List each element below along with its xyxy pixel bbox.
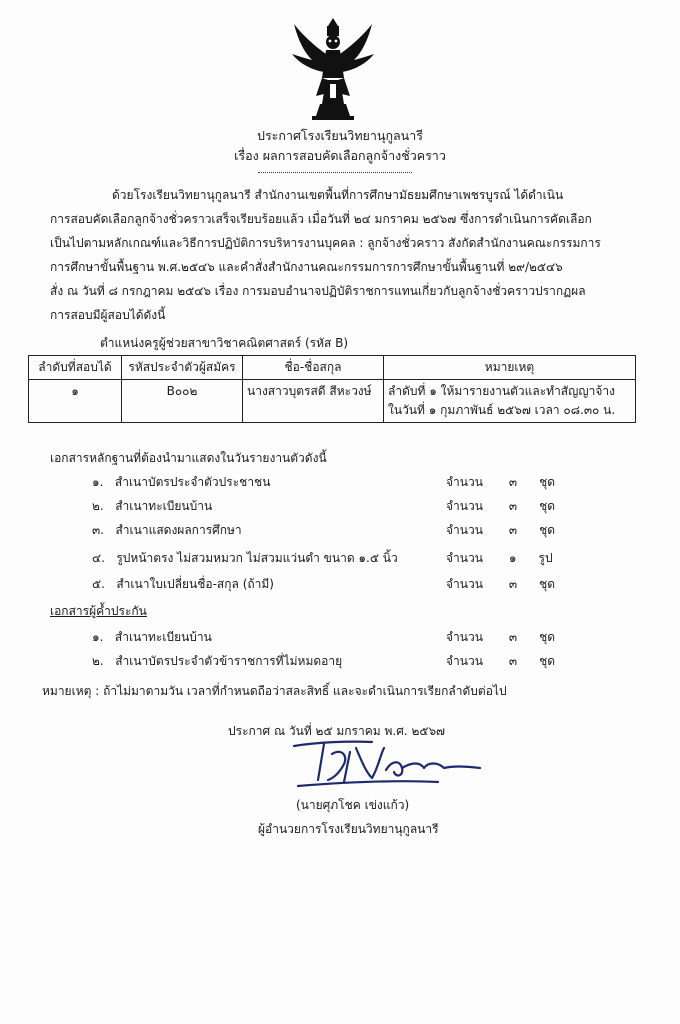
qty-value: ๓: [508, 654, 518, 668]
signer-title: ผู้อำนวยการโรงเรียนวิทยานุกูลนารี: [258, 822, 439, 836]
item-number: ๒.: [92, 654, 104, 668]
list-item: [92, 521, 242, 540]
qty-label: จำนวน: [446, 523, 483, 537]
table-header-row: [29, 356, 636, 380]
qty-value: ๓: [508, 630, 518, 644]
qty-unit: ชุด: [539, 577, 556, 591]
item-label: สำเนาบัตรประจำตัวข้าราชการที่ไม่หมดอายุ: [115, 654, 343, 668]
results-table: [28, 355, 636, 423]
qty-value: ๓: [508, 523, 518, 537]
qty-value: ๓: [508, 475, 518, 489]
item-quantity: [446, 652, 555, 671]
list-item: [92, 652, 342, 671]
cell-rank: ๑: [29, 380, 122, 423]
cell-applicant-code: B๐๐๒: [122, 380, 243, 423]
item-label: รูปหน้าตรง ไม่สวมหมวก ไม่สวมแว่นดำ ขนาด ๑.๕ นิ้ว: [116, 551, 398, 565]
announce-date: ประกาศ ณ วันที่ ๒๕ มกราคม พ.ศ. ๒๕๖๗: [228, 724, 446, 738]
body-line-1: ด้วยโรงเรียนวิทยานุกูลนารี สำนักงานเขตพื้นที่การศึกษามัธยมศึกษาเพชรบูรณ์ ได้ดำเนิน: [112, 188, 564, 202]
qty-unit: ชุด: [539, 475, 556, 489]
header-full-name: ชื่อ-ชื่อสกุล: [243, 356, 384, 380]
qty-label: จำนวน: [446, 654, 483, 668]
body-line-5: สั่ง ณ วันที่ ๘ กรกฎาคม ๒๕๔๖ เรื่อง การมอบอำนาจปฏิบัติราชการแทนเกี่ยวกับลูกจ้างชั่วคราวปรากฏผล: [50, 284, 586, 298]
guarantor-heading: เอกสารผู้ค้ำประกัน: [50, 604, 147, 618]
item-number: ๔.: [92, 551, 105, 565]
list-item: [92, 575, 274, 594]
item-quantity: [446, 521, 555, 540]
qty-unit: ชุด: [539, 523, 556, 537]
qty-unit: รูป: [538, 551, 553, 565]
qty-label: จำนวน: [446, 577, 483, 591]
remark-line-1: ลำดับที่ ๑ ให้มารายงานตัวและทำสัญญาจ้าง: [388, 384, 615, 398]
list-item: [92, 473, 270, 492]
item-quantity: [446, 497, 555, 516]
qty-label: จำนวน: [446, 475, 483, 489]
header-rank: ลำดับที่สอบได้: [29, 356, 122, 380]
garuda-emblem-icon: [290, 18, 376, 122]
list-item: [92, 549, 398, 568]
list-item: [92, 497, 212, 516]
body-line-3: เป็นไปตามหลักเกณฑ์และวิธีการปฏิบัติการบริหารงานบุคคล : ลูกจ้างชั่วคราว สังกัดสำนักงานคณะกรรมการ: [50, 236, 601, 250]
item-number: ๑.: [92, 475, 104, 489]
item-label: สำเนาใบเปลี่ยนชื่อ-สกุล (ถ้ามี): [116, 577, 274, 591]
item-quantity: [446, 473, 555, 492]
qty-label: จำนวน: [446, 499, 483, 513]
body-line-6: การสอบมีผู้สอบได้ดังนี้: [50, 308, 166, 322]
item-label: สำเนาบัตรประจำตัวประชาชน: [114, 475, 271, 489]
item-number: ๓.: [92, 523, 105, 537]
qty-value: ๓: [508, 499, 518, 513]
cell-full-name: นางสาวบุตรสดี สีหะวงษ์: [243, 380, 384, 423]
item-quantity: [446, 628, 555, 647]
documents-heading: เอกสารหลักฐานที่ต้องนำมาแสดงในวันรายงานตัวดังนี้: [50, 451, 327, 465]
qty-value: ๓: [508, 577, 518, 591]
signature-icon: [288, 732, 488, 790]
announcement-subject: เรื่อง ผลการสอบคัดเลือกลูกจ้างชั่วคราว: [234, 148, 446, 163]
item-label: สำเนาทะเบียนบ้าน: [115, 499, 213, 513]
position-label: ตำแหน่งครูผู้ช่วยสาขาวิชาคณิตศาสตร์ (รหัส B): [100, 336, 349, 350]
qty-unit: ชุด: [539, 499, 556, 513]
item-number: ๕.: [92, 577, 105, 591]
list-item: [92, 628, 212, 647]
qty-label: จำนวน: [446, 551, 483, 565]
item-number: ๒.: [92, 499, 104, 513]
item-label: สำเนาทะเบียนบ้าน: [114, 630, 212, 644]
signer-name: (นายศุภโชค เข่งแก้ว): [296, 798, 410, 812]
item-number: ๑.: [92, 630, 104, 644]
qty-unit: ชุด: [539, 630, 556, 644]
qty-value: ๑: [508, 551, 517, 565]
item-quantity: [446, 575, 555, 594]
body-line-4: การศึกษาขั้นพื้นฐาน พ.ศ.๒๕๔๖ และคำสั่งสำนักงานคณะกรรมการการศึกษาขั้นพื้นฐานที่ ๒๙/๒๕๔๖: [50, 260, 563, 274]
qty-unit: ชุด: [539, 654, 556, 668]
announcement-title: ประกาศโรงเรียนวิทยานุกูลนารี: [257, 128, 423, 143]
item-quantity: [446, 549, 553, 568]
body-line-2: การสอบคัดเลือกลูกจ้างชั่วคราวเสร็จเรียบร้อยแล้ว เมื่อวันที่ ๒๔ มกราคม ๒๕๖๗ ซึ่งการดำเนินการคัดเลือก: [50, 212, 592, 226]
header-applicant-code: รหัสประจำตัวผู้สมัคร: [122, 356, 243, 380]
title-divider: [258, 172, 412, 173]
qty-label: จำนวน: [446, 630, 483, 644]
remark-note: หมายเหตุ : ถ้าไม่มาตามวัน เวลาที่กำหนดถือว่าสละสิทธิ์ และจะดำเนินการเรียกลำดับต่อไป: [42, 684, 507, 698]
item-label: สำเนาแสดงผลการศึกษา: [115, 523, 242, 537]
cell-remark: [384, 380, 636, 423]
remark-line-2: ในวันที่ ๑ กุมภาพันธ์ ๒๕๖๗ เวลา ๐๘.๓๐ น.: [388, 403, 616, 417]
header-remark: หมายเหตุ: [384, 356, 636, 380]
table-row: [29, 380, 636, 423]
